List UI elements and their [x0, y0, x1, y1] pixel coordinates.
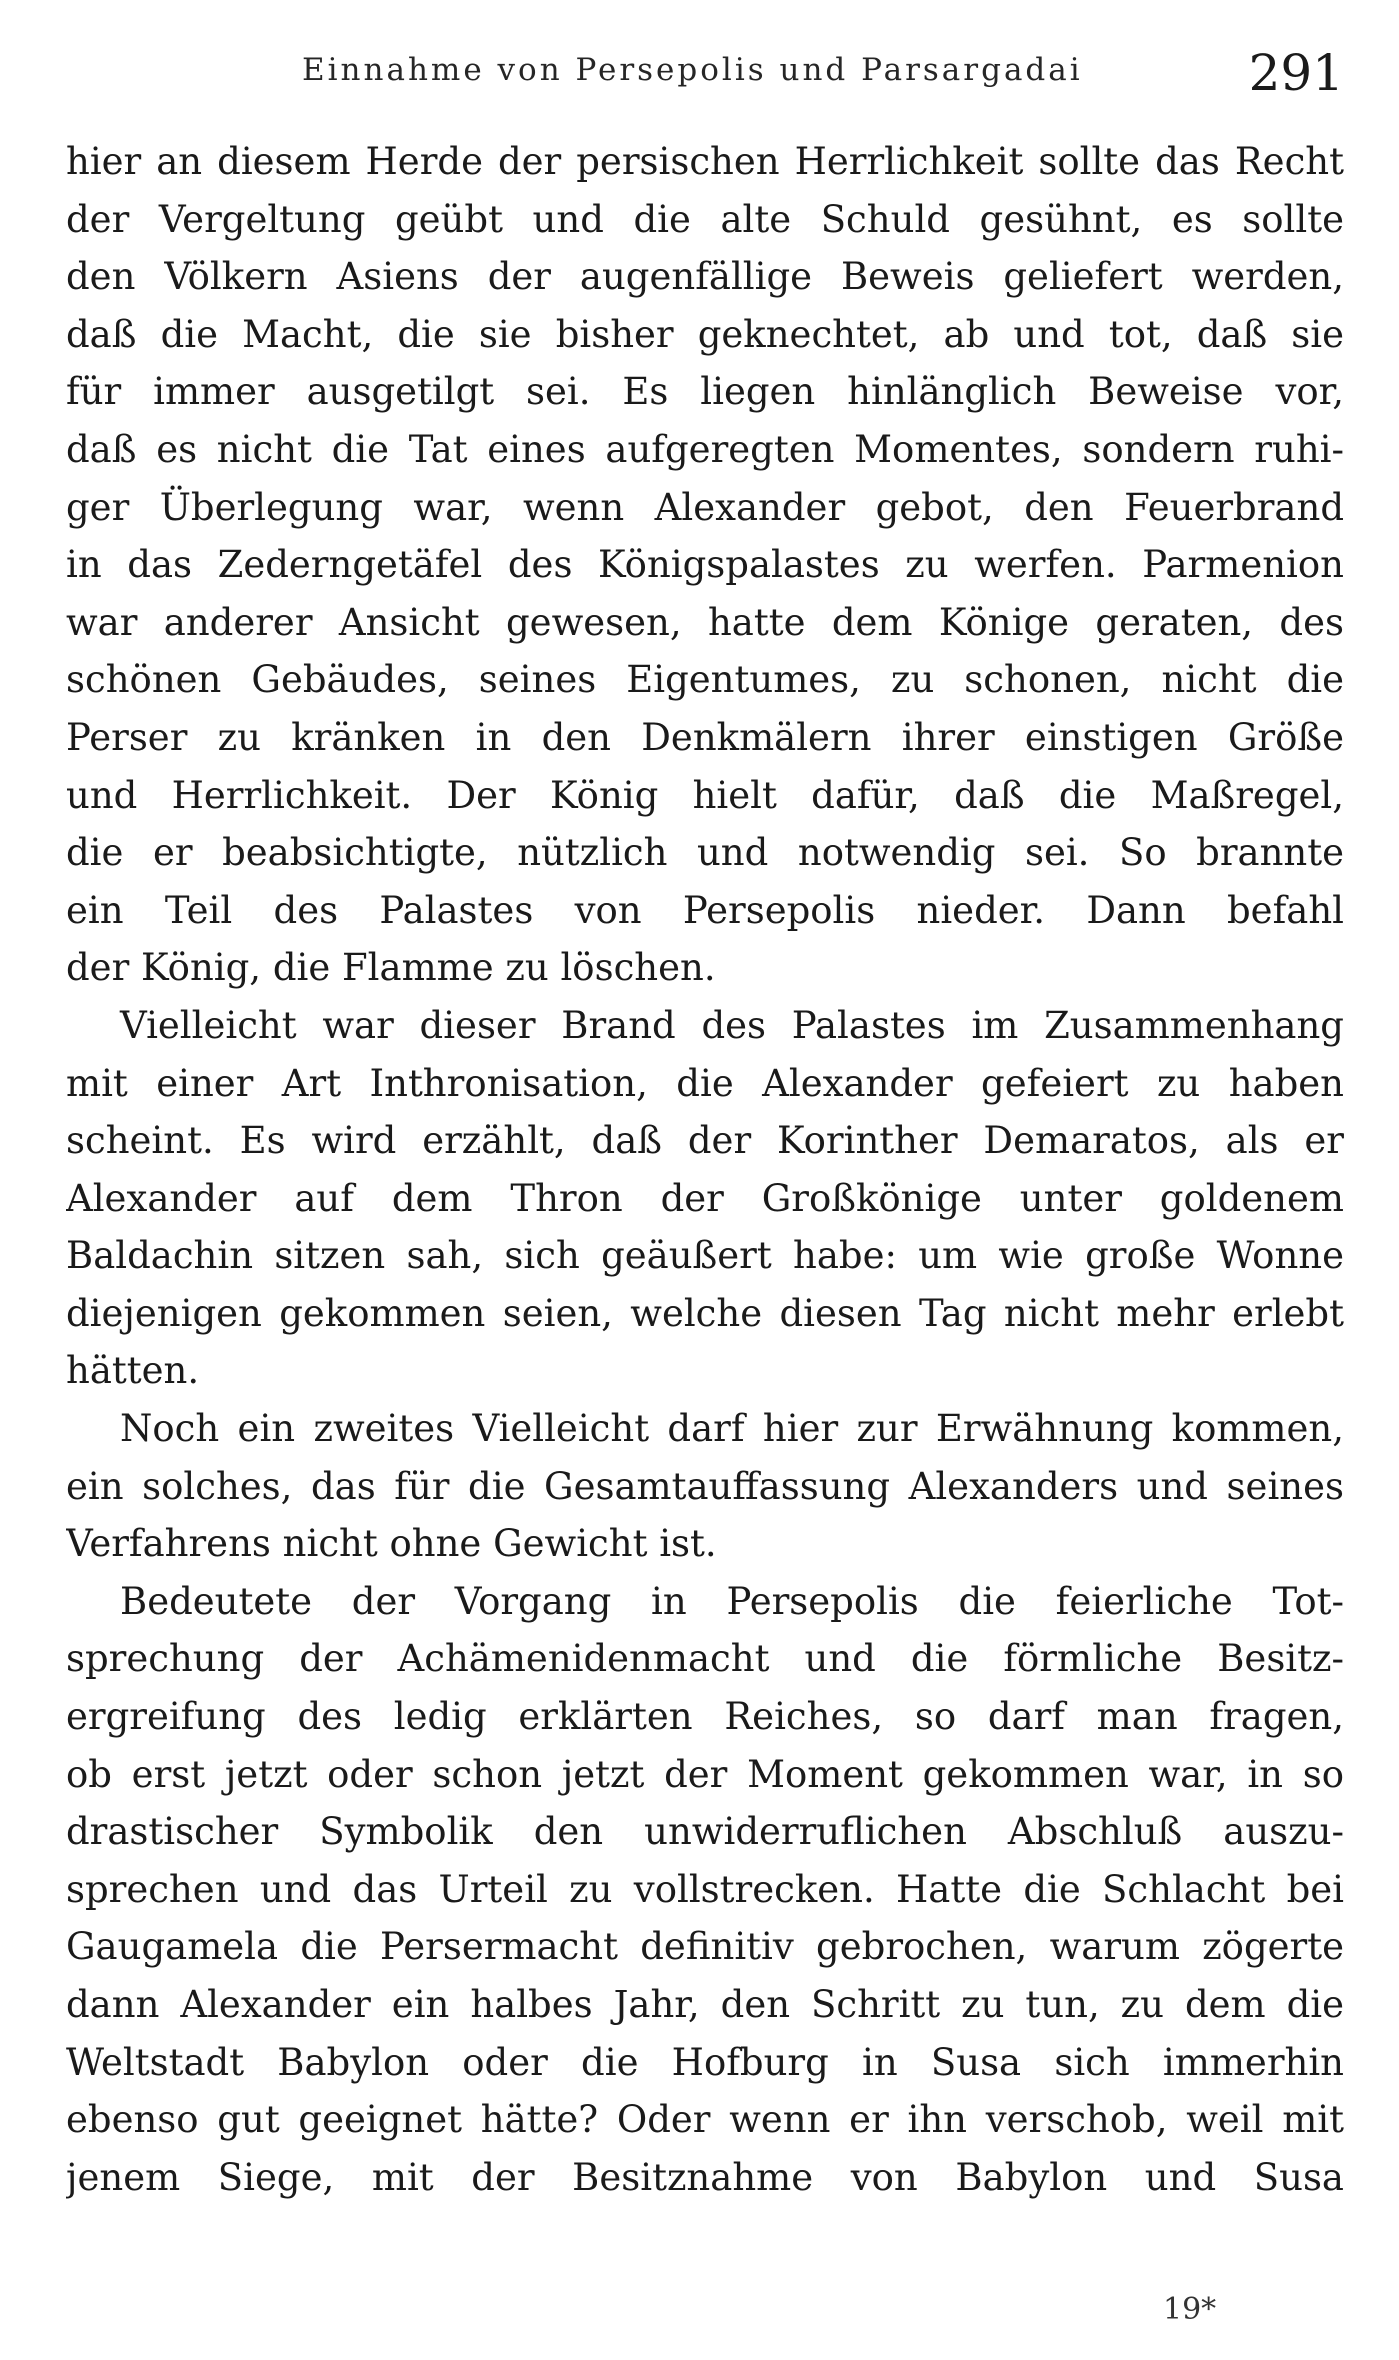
signature-mark: 19*	[1163, 2292, 1217, 2327]
text-line-paragraph-start: Noch ein zweites Vielleicht darf hier zur Erwähnung kommen,	[120, 1407, 1344, 1451]
text-line: war anderer Ansicht gewesen, hatte dem Könige geraten, des	[66, 600, 1344, 644]
text-line: Baldachin sitzen sah, sich geäußert habe: um wie große Wonne	[66, 1234, 1344, 1278]
text-line: Alexander auf dem Thron der Großkönige unter goldenem	[66, 1176, 1344, 1220]
text-line-paragraph-end: Verfahrens nicht ohne Gewicht ist.	[66, 1522, 717, 1566]
text-line: sprechen und das Urteil zu vollstrecken. Hatte die Schlacht bei	[66, 1867, 1344, 1911]
page-number: 291	[1248, 44, 1344, 102]
text-line: sprechung der Achämenidenmacht und die förmliche Besitz-	[66, 1637, 1344, 1681]
text-line: hier an diesem Herde der persischen Herrlichkeit sollte das Recht	[66, 140, 1344, 183]
text-line: Weltstadt Babylon oder die Hofburg in Susa sich immerhin	[66, 2040, 1344, 2084]
text-line: der Vergeltung geübt und die alte Schuld gesühnt, es sollte	[66, 197, 1344, 241]
text-line-paragraph-start: Vielleicht war dieser Brand des Palastes im Zusammenhang	[120, 1003, 1344, 1047]
text-line: dann Alexander ein halbes Jahr, den Schritt zu tun, zu dem die	[66, 1983, 1344, 2026]
text-line: und Herrlichkeit. Der König hielt dafür, daß die Maßregel,	[66, 773, 1344, 817]
text-line-paragraph-end: der König, die Flamme zu löschen.	[66, 946, 716, 990]
text-line: jenem Siege, mit der Besitznahme von Babylon und Susa	[66, 2155, 1344, 2199]
text-line: ebenso gut geeignet hätte? Oder wenn er ihn verschob, weil mit	[66, 2098, 1344, 2142]
text-line: Perser zu kränken in den Denkmälern ihrer einstigen Größe	[66, 715, 1344, 759]
text-line: diejenigen gekommen seien, welche diesen Tag nicht mehr erlebt	[66, 1291, 1344, 1335]
running-title: Einnahme von Persepolis und Parsargadai	[302, 52, 1083, 88]
text-line: ergreifung des ledig erklärten Reiches, so darf man fragen,	[66, 1695, 1344, 1739]
text-line: drastischer Symbolik den unwiderruflichen Abschluß auszu-	[66, 1810, 1344, 1854]
text-line: scheint. Es wird erzählt, daß der Korinther Demaratos, als er	[66, 1119, 1344, 1163]
text-line: ger Überlegung war, wenn Alexander gebot, den Feuerbrand	[66, 485, 1344, 529]
text-line: die er beabsichtigte, nützlich und notwendig sei. So brannte	[66, 831, 1344, 875]
page-header	[66, 44, 1344, 114]
text-line: schönen Gebäudes, seines Eigentumes, zu schonen, nicht die	[66, 658, 1344, 702]
text-line: Gaugamela die Persermacht definitiv gebrochen, warum zögerte	[66, 1925, 1344, 1969]
text-line: ein solches, das für die Gesamtauffassung Alexanders und seines	[66, 1464, 1344, 1508]
body-text	[66, 133, 1344, 2206]
text-line-paragraph-end: hätten.	[66, 1349, 200, 1393]
text-line: mit einer Art Inthronisation, die Alexander gefeiert zu haben	[66, 1061, 1344, 1105]
text-line-paragraph-start: Bedeutete der Vorgang in Persepolis die feierliche Tot-	[120, 1579, 1344, 1623]
text-line: den Völkern Asiens der augenfällige Beweis geliefert werden,	[66, 255, 1344, 299]
text-line: daß die Macht, die sie bisher geknechtet, ab und tot, daß sie	[66, 312, 1344, 356]
text-line: in das Zederngetäfel des Königspalastes zu werfen. Parmenion	[66, 543, 1344, 587]
text-line: ein Teil des Palastes von Persepolis nieder. Dann befahl	[66, 888, 1344, 932]
text-line: für immer ausgetilgt sei. Es liegen hinlänglich Beweise vor,	[66, 370, 1344, 414]
text-line: daß es nicht die Tat eines aufgeregten Momentes, sondern ruhi-	[66, 427, 1344, 471]
text-line: ob erst jetzt oder schon jetzt der Moment gekommen war, in so	[66, 1752, 1344, 1796]
